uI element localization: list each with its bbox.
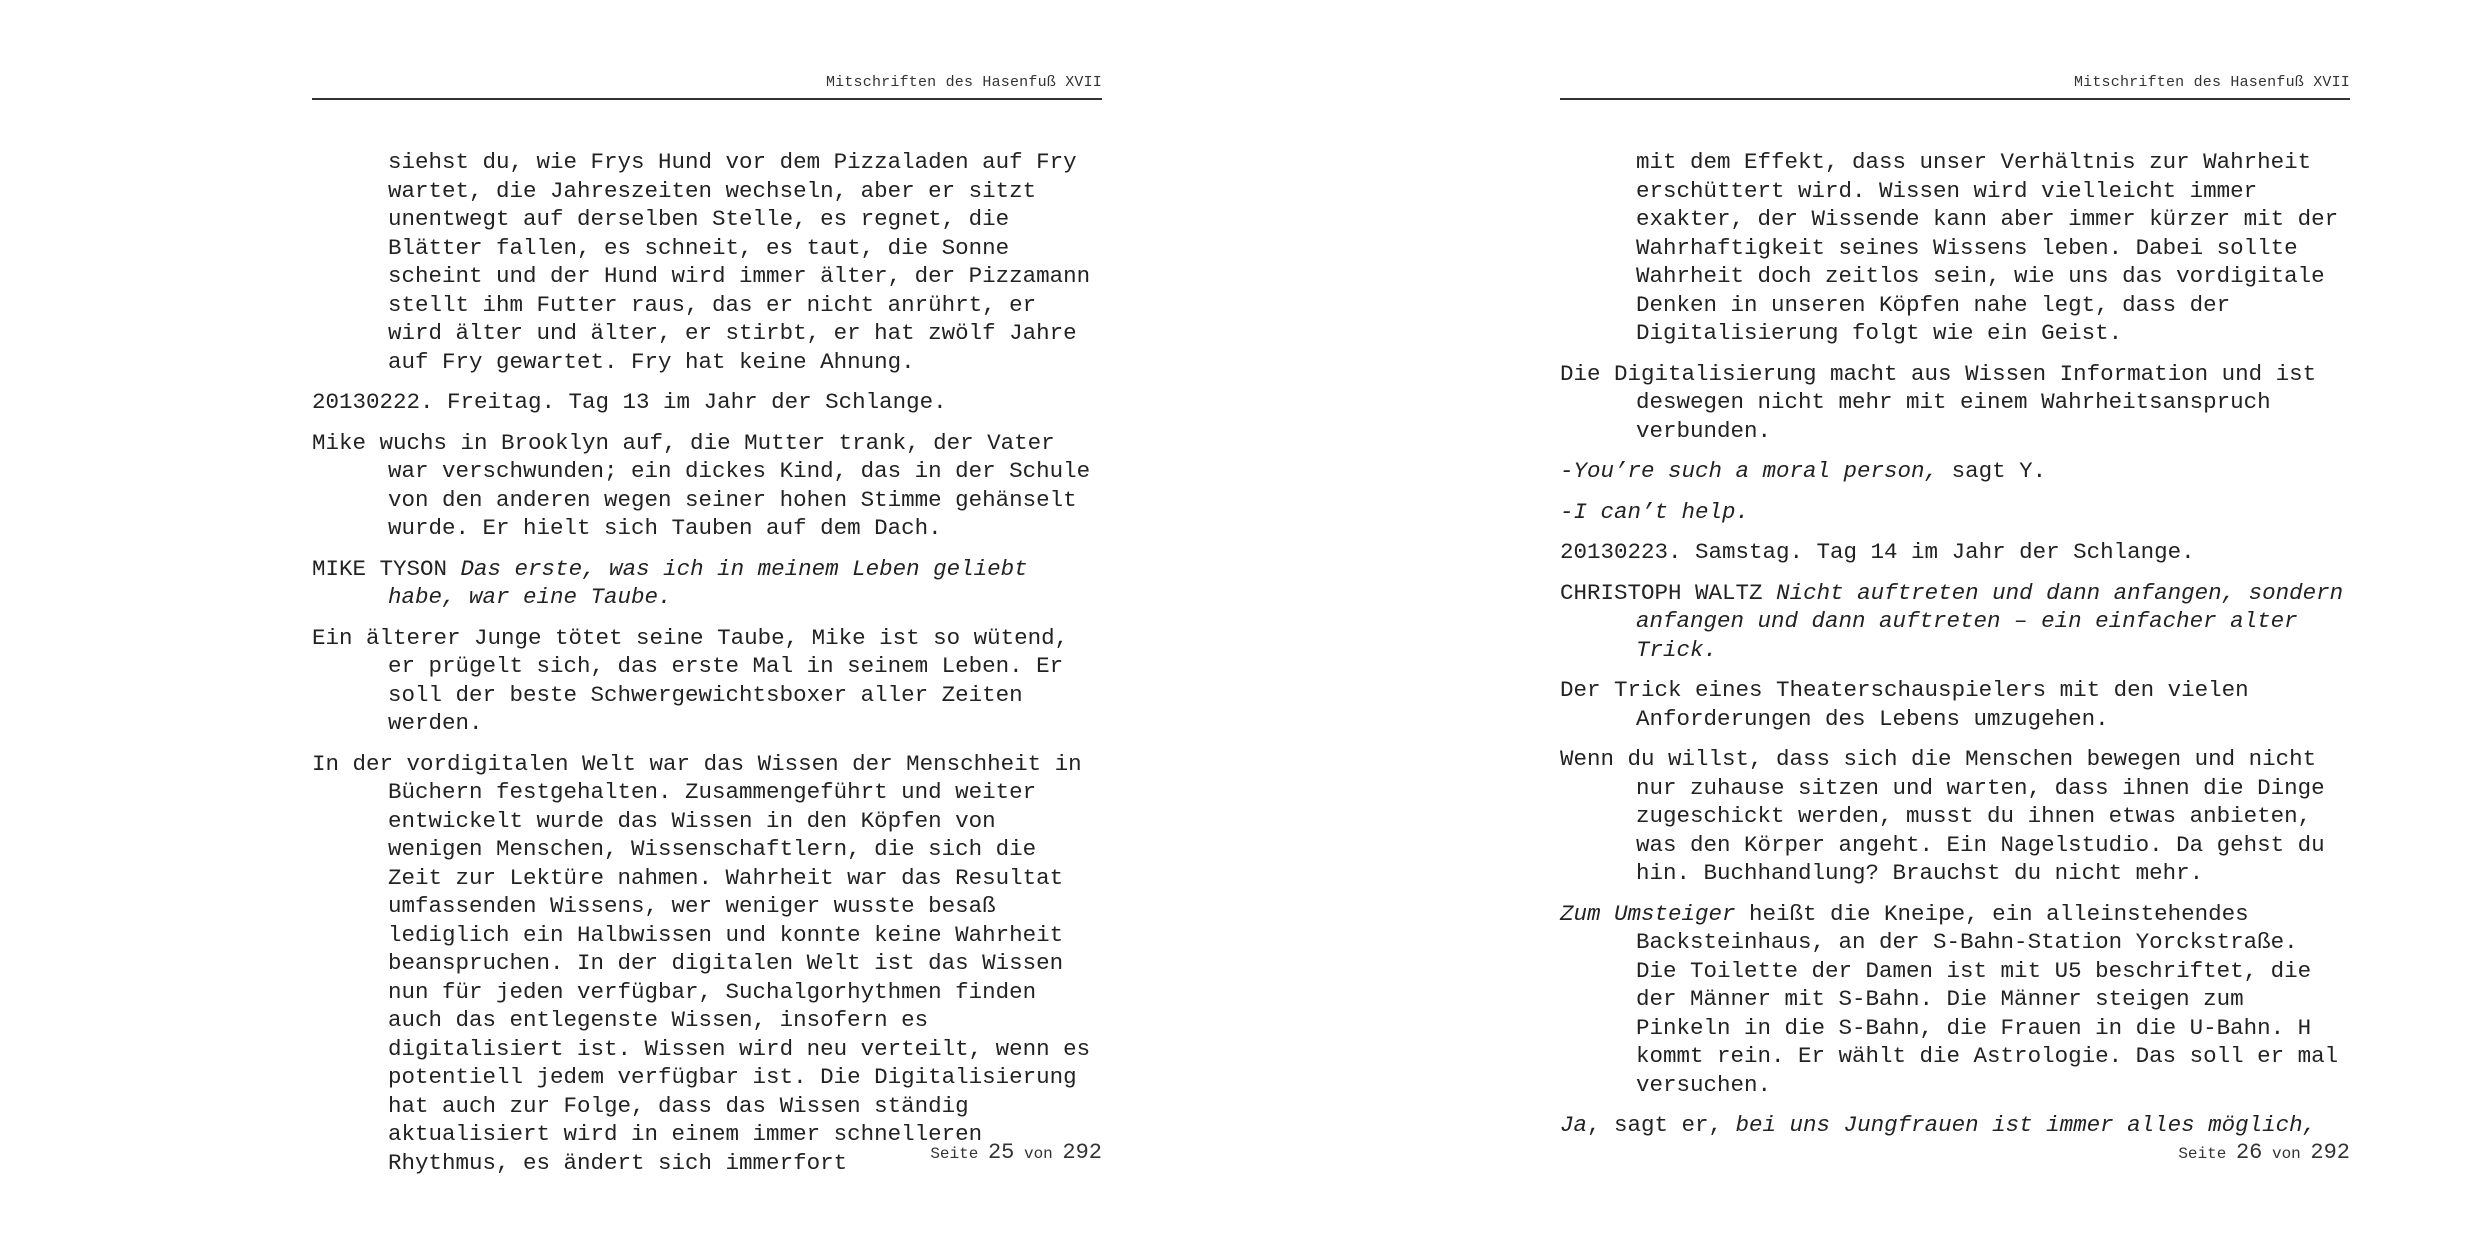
page-number — [930, 1140, 1102, 1165]
paragraph-text: heißt die Kneipe, ein alleinstehendes Backsteinhaus, an der S-Bahn-Station Yorckstraße. Die Toilette der Damen ist mit U5 beschriftet, die der Männer mit S-Bahn. Die Männer steigen zum Pinkeln in die S-Bahn, die Frauen in die U-Bahn. H kommt rein. Er wählt die Astrologie. Das soll er mal versuchen. — [1636, 900, 2339, 1098]
paragraph: Ein älterer Junge tötet seine Taube, Mike ist so wütend, er prügelt sich, das erste Mal in seinem Leben. Er soll der beste Schwergewichtsboxer aller Zeiten werden. — [312, 624, 1069, 736]
quote-paragraph — [1560, 579, 2350, 665]
pub-name: Zum Umsteiger — [1560, 900, 1736, 927]
quote-text: Das erste, was ich in meinem Leben geliebt habe, war eine Taube. — [388, 555, 1028, 610]
folio-number: 26 — [2235, 1140, 2263, 1165]
date-entry: 20130223. Samstag. Tag 14 im Jahr der Schlange. — [1560, 539, 2195, 565]
folio-middle: von — [2271, 1145, 2301, 1163]
paragraph: Mike wuchs in Brooklyn auf, die Mutter trank, der Vater war verschwunden; ein dickes Kind, das in der Schule von den anderen wegen seiner hohen Stimme gehänselt wurde. Er hielt sich Tauben auf dem Dach. — [312, 429, 1091, 541]
header-rule — [312, 98, 1102, 100]
dialogue-tag: , sagt er, — [1587, 1112, 1736, 1138]
speaker-name: CHRISTOPH WALTZ — [1560, 579, 1763, 606]
folio-total: 292 — [1062, 1140, 1102, 1165]
paragraph: siehst du, wie Frys Hund vor dem Pizzaladen auf Fry wartet, die Jahreszeiten wechseln, aber er sitzt unentwegt auf derselben Stelle, es regnet, die Blätter fallen, es schneit, es taut, die Sonne scheint und der Hund wird immer älter, der Pizzamann stellt ihm Futter raus, das er nicht anrührt, er wird älter und älter, er stirbt, er hat zwölf Jahre auf Fry gewartet. Fry hat keine Ahnung. — [388, 149, 1091, 375]
speaker-name: MIKE TYSON — [312, 555, 448, 582]
paragraph: Die Digitalisierung macht aus Wissen Information und ist deswegen nicht mehr mit einem Wahrheitsanspruch verbunden. — [1560, 360, 2317, 444]
paragraph: Der Trick eines Theaterschauspielers mit den vielen Anforderungen des Lebens umzugehen. — [1560, 677, 2249, 732]
date-entry: 20130222. Freitag. Tag 13 im Jahr der Schlange. — [312, 389, 947, 415]
folio-number: 25 — [987, 1140, 1015, 1165]
dialogue-quote: -You’re such a moral person, — [1560, 458, 1939, 484]
running-head: Mitschriften des Hasenfuß XVII — [825, 74, 1102, 91]
page-body — [312, 148, 1102, 1189]
paragraph — [1560, 1111, 2350, 1140]
header-rule — [1560, 98, 2350, 100]
folio-total: 292 — [2310, 1140, 2350, 1165]
page-body — [1560, 148, 2350, 1152]
right-page — [1560, 0, 2350, 1240]
dialogue-line — [1560, 498, 2350, 527]
quote-text: bei uns Jungfrauen ist immer alles möglich, — [1735, 1112, 2317, 1138]
paragraph — [1560, 900, 2350, 1100]
dialogue-line — [1560, 457, 2350, 486]
paragraph: Wenn du willst, dass sich die Menschen bewegen und nicht nur zuhause sitzen und warten, dass ihnen die Dinge zugeschickt werden, musst du ihnen etwas anbieten, was den Körper angeht. Ein Nagelstudio. Da gehst du hin. Buchhandlung? Brauchst du nicht mehr. — [1560, 746, 2325, 886]
folio-prefix: Seite — [930, 1145, 979, 1163]
quote-text: Ja — [1560, 1112, 1588, 1138]
folio-middle: von — [1023, 1145, 1053, 1163]
folio-prefix: Seite — [2178, 1145, 2227, 1163]
paragraph: In der vordigitalen Welt war das Wissen der Menschheit in Büchern festgehalten. Zusammengeführt und weiter entwickelt wurde das Wissen in den Köpfen von wenigen Menschen, Wissenschaftlern, die sich die Zeit zur Lektüre nahmen. Wahrheit war das Resultat umfassenden Wissens, wer weniger wusste besaß lediglich ein Halbwissen und konnte keine Wahrheit beanspruchen. In der digitalen Welt ist das Wissen nun für jeden verfügbar, Suchalgorhythmen finden auch das entlegenste Wissen, insofern es digitalisiert ist. Wissen wird neu verteilt, wenn es potentiell jedem verfügbar ist. Die Digitalisierung hat auch zur Folge, dass das Wissen ständig aktualisiert wird in einem immer schnelleren Rhythmus, es ändert sich immerfort — [312, 750, 1091, 1176]
left-page — [312, 0, 1102, 1240]
quote-text: Nicht auftreten und dann anfangen, sondern anfangen und dann auftreten – ein einfacher alter Trick. — [1636, 579, 2344, 663]
dialogue-tag: sagt Y. — [1938, 458, 2047, 484]
paragraph: mit dem Effekt, dass unser Verhältnis zur Wahrheit erschüttert wird. Wissen wird vielleicht immer exakter, der Wissende kann aber immer kürzer mit der Wahrhaftigkeit seines Wissens leben. Dabei sollte Wahrheit doch zeitlos sein, wie uns das vordigitale Denken in unseren Köpfen nahe legt, dass der Digitalisierung folgt wie ein Geist. — [1636, 149, 2339, 346]
quote-paragraph — [312, 555, 1102, 612]
page-number — [2178, 1140, 2350, 1165]
running-head: Mitschriften des Hasenfuß XVII — [2073, 74, 2350, 91]
dialogue-quote: -I can’t help. — [1560, 498, 1750, 525]
